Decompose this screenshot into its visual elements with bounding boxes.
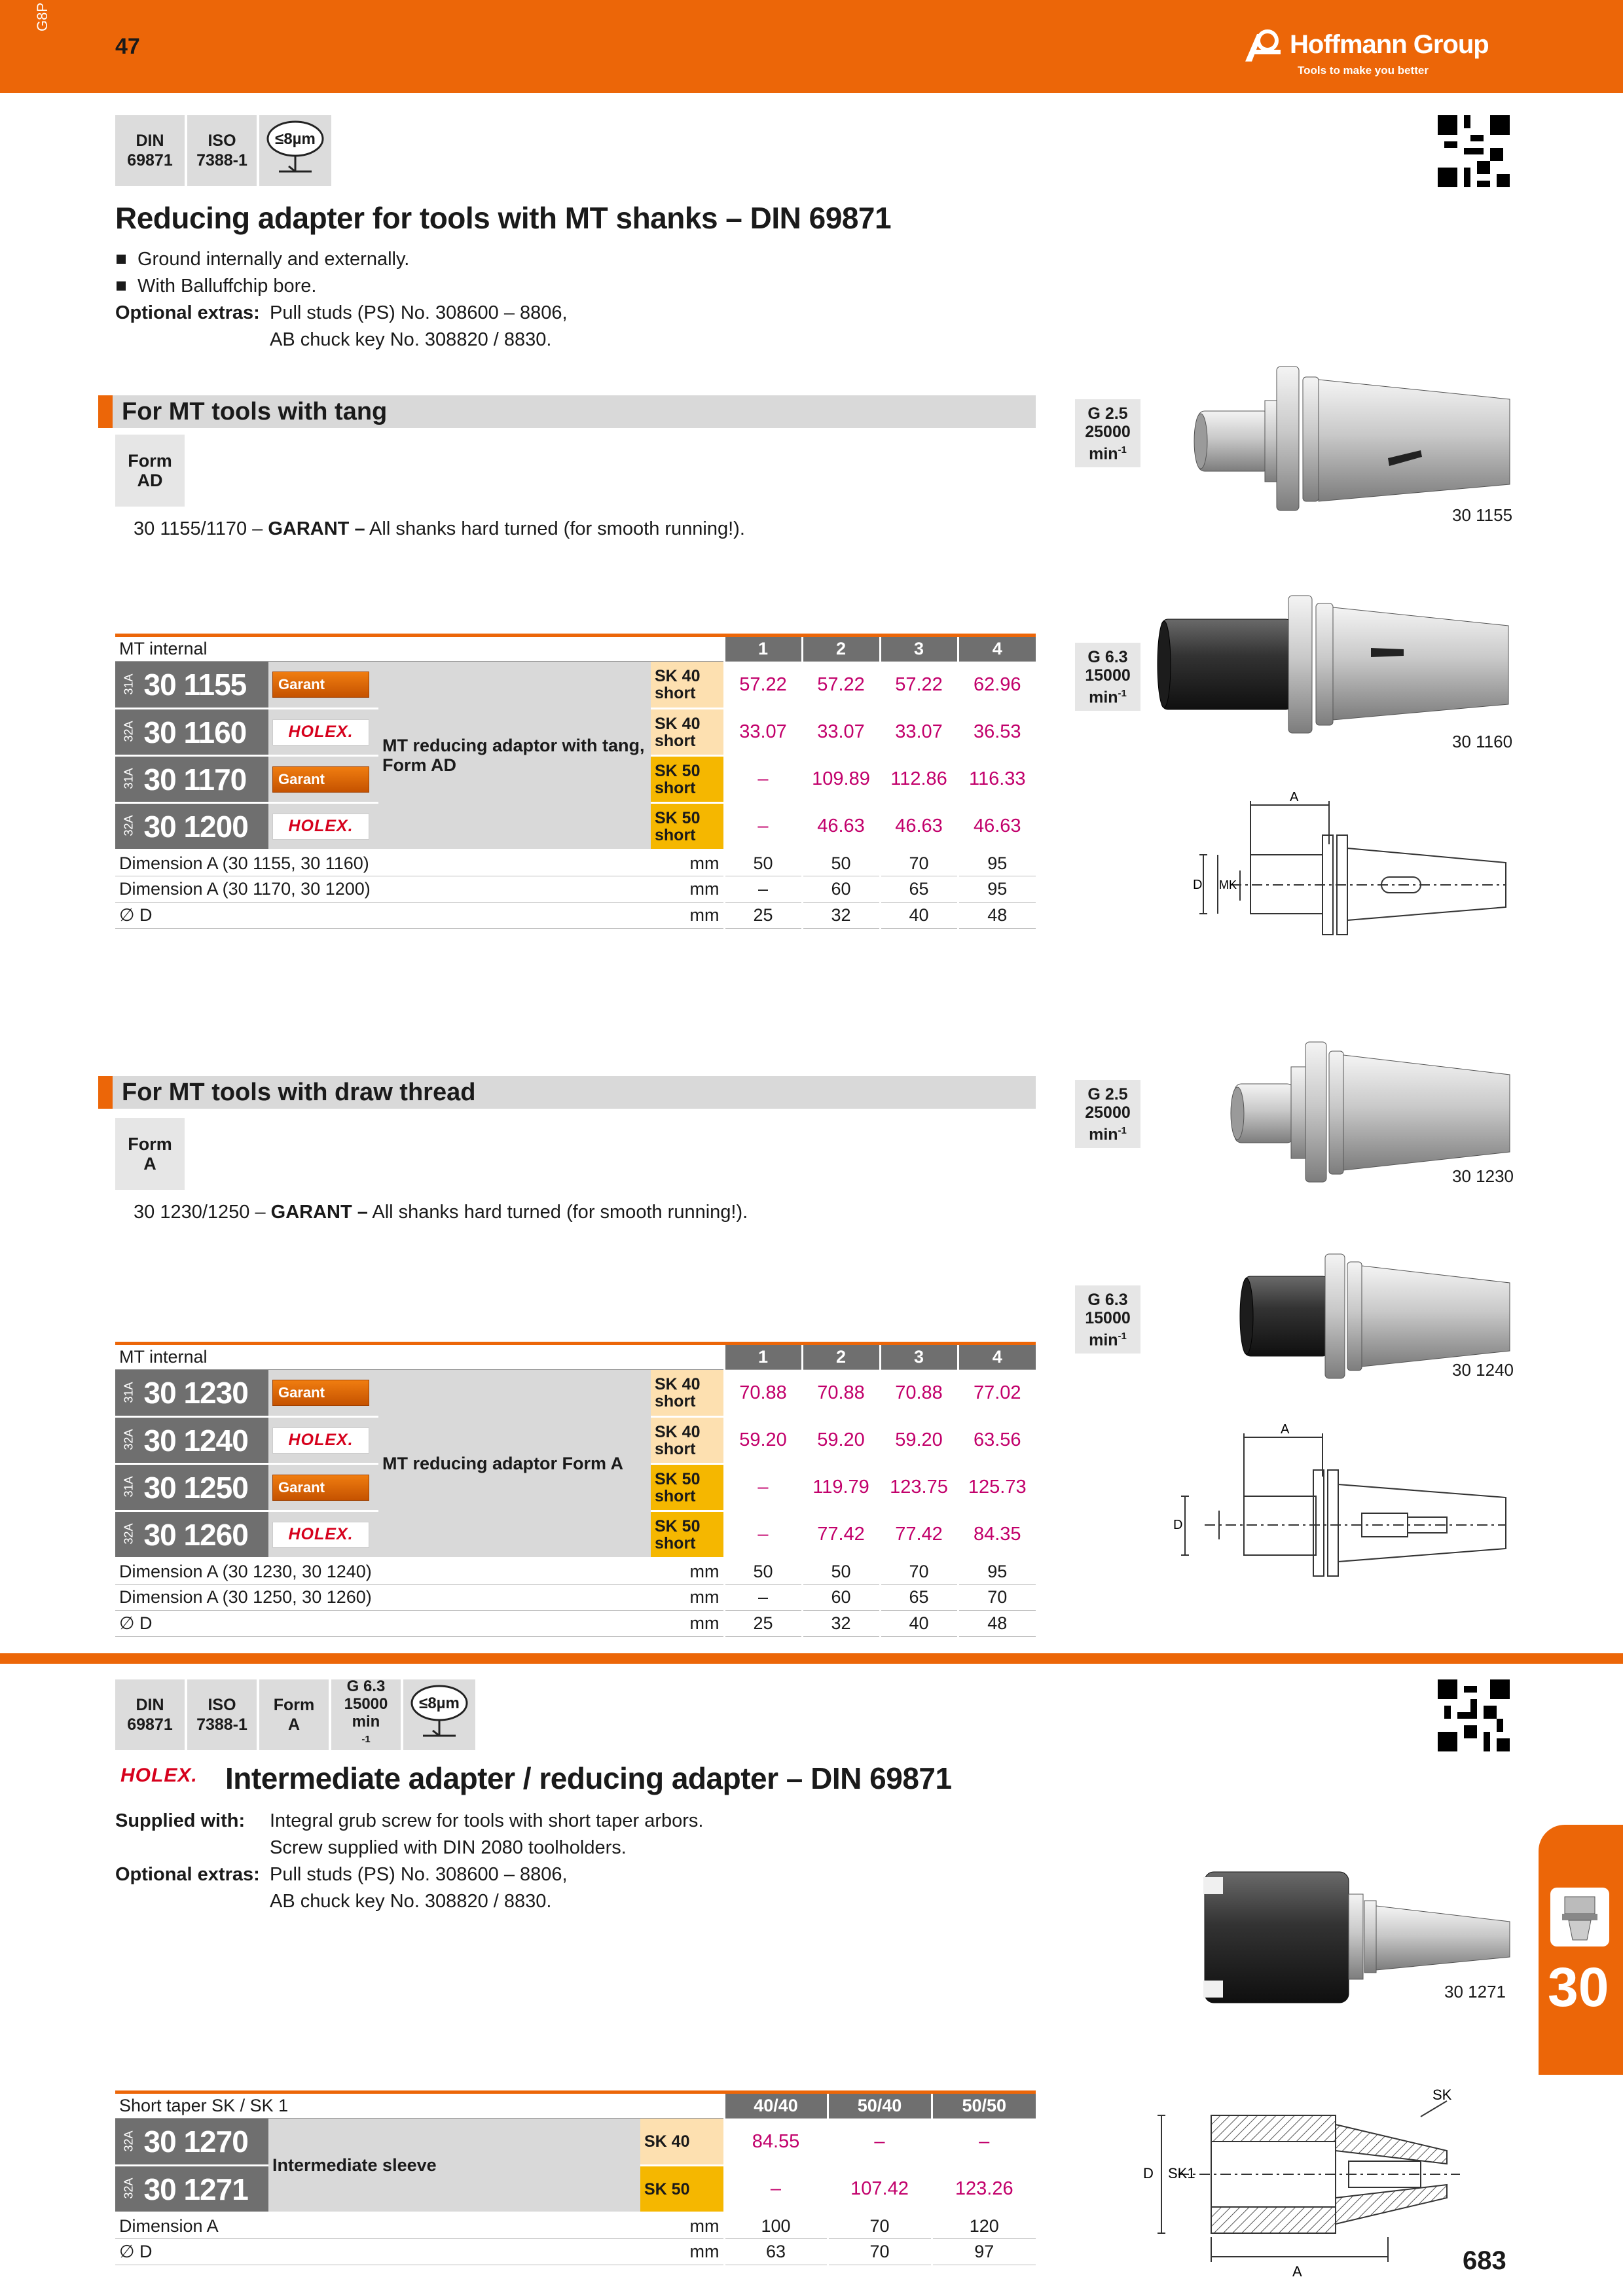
article-number[interactable]: 32A 30 1271 bbox=[115, 2166, 268, 2213]
taper-size: SK 40 short bbox=[651, 662, 724, 709]
price-cell: 46.63 bbox=[802, 803, 880, 850]
header-label: Short taper SK / SK 1 bbox=[115, 2092, 724, 2119]
garant-logo: Garant bbox=[268, 662, 378, 709]
section-bar-thread bbox=[98, 1076, 1036, 1109]
dim-value: 70 bbox=[828, 2239, 932, 2265]
garant-logo: Garant bbox=[268, 756, 378, 803]
dim-value: 100 bbox=[724, 2213, 828, 2239]
speed-badge: G 6.3 15000 $\min^{-1}$ bbox=[1075, 643, 1140, 711]
runout-icon bbox=[403, 1679, 475, 1750]
dim-value: 25 bbox=[724, 1611, 802, 1637]
product-features bbox=[115, 246, 901, 353]
dim-value: 70 bbox=[828, 2213, 932, 2239]
chapter-page-number: 47 bbox=[115, 34, 140, 59]
price-cell: – bbox=[724, 803, 802, 850]
qr-code-icon[interactable] bbox=[1438, 1679, 1510, 1751]
price-cell: 125.73 bbox=[958, 1464, 1036, 1511]
col-header: 50/40 bbox=[828, 2092, 932, 2119]
price-cell: 70.88 bbox=[802, 1370, 880, 1417]
dim-a-label: A bbox=[1281, 1424, 1290, 1437]
garant-logo: Garant bbox=[268, 1464, 378, 1511]
supplied-label: Supplied with: bbox=[115, 1810, 246, 1831]
dim-label: Dimension A bbox=[115, 2213, 640, 2239]
dim-value: 50 bbox=[802, 850, 880, 876]
dimension-row bbox=[115, 2239, 1036, 2265]
dim-value: 25 bbox=[724, 903, 802, 929]
form-badge: Form A bbox=[115, 1118, 185, 1190]
table-row[interactable] bbox=[115, 1370, 1036, 1417]
dim-value: – bbox=[724, 876, 802, 903]
price-cell: 59.20 bbox=[724, 1417, 802, 1464]
technical-drawing-intermediate bbox=[1139, 2085, 1467, 2282]
garant-logo: Garant bbox=[268, 1370, 378, 1417]
price-cell: 46.63 bbox=[880, 803, 958, 850]
price-table-intermediate bbox=[115, 2090, 1036, 2265]
row-description: MT reducing adaptor with tang, Form AD bbox=[378, 662, 651, 850]
image-label: 30 1240 bbox=[1452, 1360, 1514, 1380]
intro-line: 30 1155/1170 – GARANT – All shanks hard turned (for smooth running!). bbox=[134, 518, 745, 539]
taper-size: SK 50 short bbox=[651, 1511, 724, 1558]
dim-label: Dimension A (30 1230, 30 1240) bbox=[115, 1558, 651, 1585]
dim-value: 50 bbox=[724, 850, 802, 876]
chapter-tab[interactable] bbox=[1539, 1825, 1623, 2075]
taper-size: SK 40 short bbox=[651, 709, 724, 756]
dim-value: 70 bbox=[958, 1585, 1036, 1611]
price-cell: 33.07 bbox=[802, 709, 880, 756]
speed-badge: G 2.5 25000 $\min^{-1}$ bbox=[1075, 399, 1140, 467]
dim-value: 60 bbox=[802, 1585, 880, 1611]
dim-a-label: A bbox=[1290, 792, 1299, 804]
dim-value: 40 bbox=[880, 1611, 958, 1637]
chapter-number: 30 bbox=[1548, 1956, 1609, 2018]
price-cell: 84.35 bbox=[958, 1511, 1036, 1558]
article-number[interactable]: 31A 30 1250 bbox=[115, 1464, 268, 1511]
price-cell: 107.42 bbox=[828, 2166, 932, 2213]
iso-badge: ISO 7388-1 bbox=[187, 1679, 257, 1750]
speed-badge: G 6.3 15000 $\min^{-1}$ bbox=[1075, 1285, 1140, 1354]
feature-bullet: With Balluffchip bore. bbox=[115, 273, 901, 300]
price-table-tang bbox=[115, 634, 1036, 929]
dim-label: Dimension A (30 1170, 30 1200) bbox=[115, 876, 651, 903]
intro-line: 30 1230/1250 – GARANT – All shanks hard turned (for smooth running!). bbox=[134, 1202, 748, 1223]
taper-size: SK 40 short bbox=[651, 1417, 724, 1464]
price-cell: 70.88 bbox=[724, 1370, 802, 1417]
dim-unit: mm bbox=[651, 1585, 724, 1611]
dim-value: 95 bbox=[958, 1558, 1036, 1585]
qr-code-icon[interactable] bbox=[1438, 115, 1510, 187]
holex-logo: HOLEX. bbox=[268, 709, 378, 756]
optional-label: Optional extras: bbox=[115, 1864, 260, 1885]
table-header-row bbox=[115, 1344, 1036, 1370]
form-badge: Form AD bbox=[115, 435, 185, 507]
table-header-row bbox=[115, 2092, 1036, 2119]
price-cell: – bbox=[724, 756, 802, 803]
dim-value: – bbox=[724, 1585, 802, 1611]
optional-line: AB chuck key No. 308820 / 8830. bbox=[270, 1891, 552, 1912]
taper-size: SK 50 bbox=[640, 2166, 724, 2213]
taper-size: SK 50 short bbox=[651, 1464, 724, 1511]
price-cell: 112.86 bbox=[880, 756, 958, 803]
speed-badge: G 6.3 15000 min $^{-1}$ bbox=[331, 1679, 401, 1750]
price-cell: 46.63 bbox=[958, 803, 1036, 850]
article-number[interactable]: 32A 30 1200 bbox=[115, 803, 268, 850]
standards-badges bbox=[115, 115, 331, 186]
header-label: MT internal bbox=[115, 636, 724, 662]
section-marker bbox=[98, 1076, 113, 1109]
runout-value: ≤8µm bbox=[275, 130, 316, 148]
dimension-row bbox=[115, 1611, 1036, 1637]
product-info bbox=[115, 1808, 966, 1915]
price-cell: 57.22 bbox=[880, 662, 958, 709]
dim-value: 95 bbox=[958, 850, 1036, 876]
price-cell: 77.02 bbox=[958, 1370, 1036, 1417]
hoffmann-logo-icon bbox=[1244, 29, 1286, 63]
taper-size: SK 40 short bbox=[651, 1370, 724, 1417]
holex-brand-logo: HOLEX. bbox=[120, 1765, 198, 1786]
form-badge: Form A bbox=[259, 1679, 329, 1750]
table-header-row bbox=[115, 636, 1036, 662]
dim-sk-label: SK bbox=[1432, 2087, 1452, 2103]
section-marker bbox=[98, 395, 113, 428]
taper-size: SK 50 short bbox=[651, 803, 724, 850]
page-number: 683 bbox=[1463, 2246, 1506, 2275]
side-code: G8P bbox=[34, 2, 50, 31]
section-divider bbox=[0, 1653, 1623, 1664]
dimension-row bbox=[115, 1585, 1036, 1611]
price-cell: 123.75 bbox=[880, 1464, 958, 1511]
dim-value: 65 bbox=[880, 1585, 958, 1611]
price-cell: 84.55 bbox=[724, 2119, 828, 2166]
product-title: Intermediate adapter / reducing adapter – DIN 69871 bbox=[225, 1761, 952, 1795]
product-title: Reducing adapter for tools with MT shanks – DIN 69871 bbox=[115, 201, 892, 235]
price-cell: 109.89 bbox=[802, 756, 880, 803]
price-cell: 116.33 bbox=[958, 756, 1036, 803]
feature-bullet: Ground internally and externally. bbox=[115, 246, 901, 273]
technical-drawing-tang bbox=[1192, 792, 1519, 982]
toolholder-icon bbox=[1550, 1888, 1609, 1946]
holex-logo: HOLEX. bbox=[268, 1511, 378, 1558]
image-label: 30 1160 bbox=[1452, 732, 1513, 751]
dim-label: ∅ D bbox=[115, 2239, 640, 2265]
price-cell: 33.07 bbox=[880, 709, 958, 756]
supplied-line: Screw supplied with DIN 2080 toolholders. bbox=[270, 1837, 627, 1858]
product-photo-301155 bbox=[1192, 353, 1512, 524]
din-badge: DIN 69871 bbox=[115, 115, 185, 186]
dim-value: 65 bbox=[880, 876, 958, 903]
price-cell: – bbox=[724, 1511, 802, 1558]
dim-d-label: D bbox=[1143, 2165, 1154, 2181]
row-description: MT reducing adaptor Form A bbox=[378, 1370, 651, 1558]
dim-value: 95 bbox=[958, 876, 1036, 903]
dim-value: 48 bbox=[958, 903, 1036, 929]
dim-value: 120 bbox=[932, 2213, 1036, 2239]
price-cell: – bbox=[724, 2166, 828, 2213]
price-cell: 123.26 bbox=[932, 2166, 1036, 2213]
optional-label: Optional extras: bbox=[115, 302, 260, 323]
dim-value: 60 bbox=[802, 876, 880, 903]
dim-unit: mm bbox=[651, 1611, 724, 1637]
header-label: MT internal bbox=[115, 1344, 724, 1370]
col-header: 4 bbox=[958, 1344, 1036, 1370]
price-cell: 77.42 bbox=[802, 1511, 880, 1558]
optional-line: Pull studs (PS) No. 308600 – 8806, bbox=[270, 1864, 568, 1885]
dim-value: 63 bbox=[724, 2239, 828, 2265]
dim-value: 50 bbox=[802, 1558, 880, 1585]
dimension-row bbox=[115, 2213, 1036, 2239]
dim-d-label: D bbox=[1173, 1518, 1183, 1532]
table-row[interactable] bbox=[115, 2119, 1036, 2166]
dim-unit: mm bbox=[651, 850, 724, 876]
iso-badge: ISO 7388-1 bbox=[187, 115, 257, 186]
section-title: For MT tools with draw thread bbox=[122, 1078, 476, 1106]
price-cell: – bbox=[932, 2119, 1036, 2166]
runout-value: ≤8µm bbox=[419, 1695, 460, 1712]
standards-badges bbox=[115, 1679, 475, 1750]
dimension-row bbox=[115, 903, 1036, 929]
article-number[interactable]: 32A 30 1270 bbox=[115, 2119, 268, 2166]
optional-line: AB chuck key No. 308820 / 8830. bbox=[270, 329, 552, 350]
image-label: 30 1230 bbox=[1452, 1166, 1514, 1186]
dim-mk-label: MK bbox=[1219, 878, 1237, 891]
din-badge: DIN 69871 bbox=[115, 1679, 185, 1750]
product-photo-301160 bbox=[1155, 589, 1512, 740]
dim-value: 97 bbox=[932, 2239, 1036, 2265]
dim-value: 48 bbox=[958, 1611, 1036, 1637]
price-cell: 119.79 bbox=[802, 1464, 880, 1511]
runout-badge bbox=[403, 1679, 475, 1750]
taper-size: SK 40 bbox=[640, 2119, 724, 2166]
technical-drawing-thread bbox=[1165, 1424, 1519, 1621]
brand-name: Hoffmann Group bbox=[1290, 30, 1489, 59]
optional-line: Pull studs (PS) No. 308600 – 8806, bbox=[270, 302, 568, 323]
price-cell: 57.22 bbox=[724, 662, 802, 709]
dim-unit: mm bbox=[651, 876, 724, 903]
price-cell: 57.22 bbox=[802, 662, 880, 709]
dim-label: Dimension A (30 1155, 30 1160) bbox=[115, 850, 651, 876]
dimension-row bbox=[115, 1558, 1036, 1585]
image-label: 30 1271 bbox=[1444, 1982, 1506, 2001]
section-title: For MT tools with tang bbox=[122, 397, 388, 425]
brand-logo bbox=[1244, 22, 1519, 81]
price-cell: – bbox=[724, 1464, 802, 1511]
col-header: 2 bbox=[802, 1344, 880, 1370]
article-number[interactable]: 31A 30 1155 bbox=[115, 662, 268, 709]
dim-value: 70 bbox=[880, 1558, 958, 1585]
article-number[interactable]: 32A 30 1240 bbox=[115, 1417, 268, 1464]
image-label: 30 1155 bbox=[1452, 505, 1513, 525]
dim-value: 32 bbox=[802, 903, 880, 929]
dim-unit: mm bbox=[640, 2239, 724, 2265]
price-table-thread bbox=[115, 1342, 1036, 1637]
row-description: Intermediate sleeve bbox=[268, 2119, 640, 2213]
price-cell: 63.56 bbox=[958, 1417, 1036, 1464]
col-header: 3 bbox=[880, 1344, 958, 1370]
col-header: 50/50 bbox=[932, 2092, 1036, 2119]
article-number[interactable]: 32A 30 1260 bbox=[115, 1511, 268, 1558]
dim-sk1-label: SK1 bbox=[1168, 2165, 1195, 2181]
col-header: 3 bbox=[880, 636, 958, 662]
dimension-row bbox=[115, 876, 1036, 903]
dim-unit: mm bbox=[651, 903, 724, 929]
brand-tagline: Tools to make you better bbox=[1298, 64, 1429, 77]
price-cell: 36.53 bbox=[958, 709, 1036, 756]
price-cell: 33.07 bbox=[724, 709, 802, 756]
taper-size: SK 50 short bbox=[651, 756, 724, 803]
article-number[interactable]: 31A 30 1230 bbox=[115, 1370, 268, 1417]
article-number[interactable]: 31A 30 1170 bbox=[115, 756, 268, 803]
col-header: 1 bbox=[724, 1344, 802, 1370]
holex-logo: HOLEX. bbox=[268, 1417, 378, 1464]
holex-logo: HOLEX. bbox=[268, 803, 378, 850]
dim-d-label: D bbox=[1193, 878, 1203, 892]
dim-value: 70 bbox=[880, 850, 958, 876]
runout-icon bbox=[259, 115, 331, 186]
supplied-line: Integral grub screw for tools with short taper arbors. bbox=[270, 1810, 704, 1831]
dimension-row bbox=[115, 850, 1036, 876]
price-cell: – bbox=[828, 2119, 932, 2166]
col-header: 1 bbox=[724, 636, 802, 662]
col-header: 2 bbox=[802, 636, 880, 662]
price-cell: 77.42 bbox=[880, 1511, 958, 1558]
runout-badge bbox=[259, 115, 331, 186]
dim-a-label: A bbox=[1292, 2263, 1302, 2280]
section-bar-tang bbox=[98, 395, 1036, 428]
price-cell: 62.96 bbox=[958, 662, 1036, 709]
price-cell: 70.88 bbox=[880, 1370, 958, 1417]
dim-unit: mm bbox=[651, 1558, 724, 1585]
price-cell: 59.20 bbox=[802, 1417, 880, 1464]
speed-badge: G 2.5 25000 $\min^{-1}$ bbox=[1075, 1080, 1140, 1148]
col-header: 4 bbox=[958, 636, 1036, 662]
dim-label: ∅ D bbox=[115, 903, 651, 929]
dim-value: 32 bbox=[802, 1611, 880, 1637]
price-cell: 59.20 bbox=[880, 1417, 958, 1464]
col-header: 40/40 bbox=[724, 2092, 828, 2119]
dim-label: ∅ D bbox=[115, 1611, 651, 1637]
table-row[interactable] bbox=[115, 662, 1036, 709]
dim-value: 50 bbox=[724, 1558, 802, 1585]
article-number[interactable]: 32A 30 1160 bbox=[115, 709, 268, 756]
dim-value: 40 bbox=[880, 903, 958, 929]
dim-label: Dimension A (30 1250, 30 1260) bbox=[115, 1585, 651, 1611]
dim-unit: mm bbox=[640, 2213, 724, 2239]
